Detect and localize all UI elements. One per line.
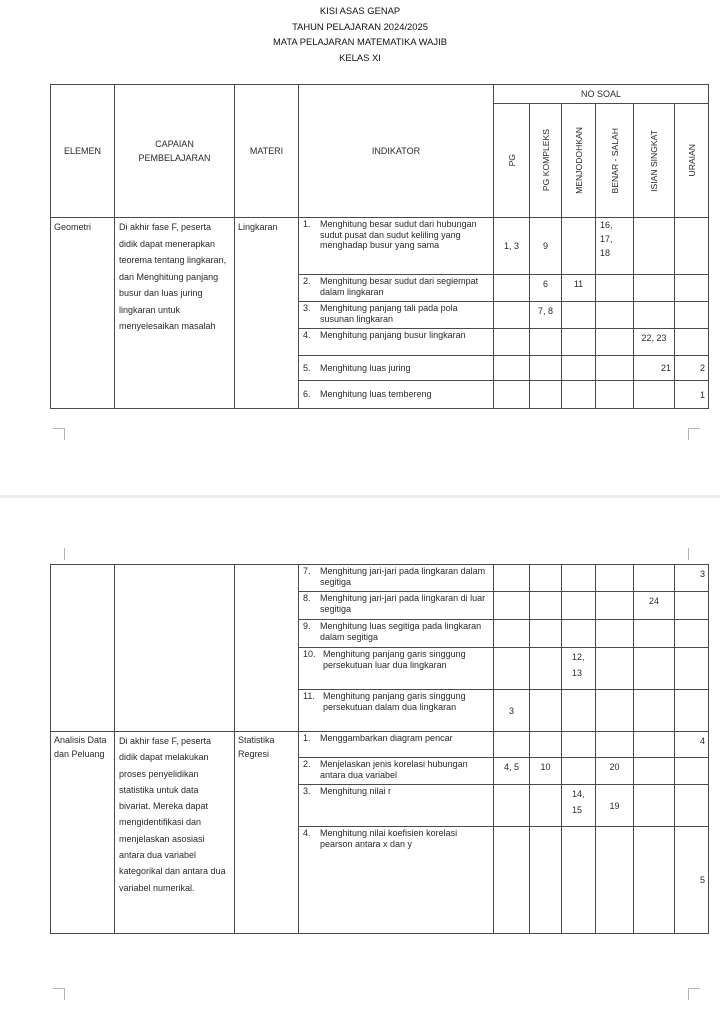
uraian-value: 4 xyxy=(675,732,709,758)
header-capaian: CAPAIAN PEMBELAJARAN xyxy=(115,85,235,218)
pg-value xyxy=(494,827,530,934)
title-line: MATA PELAJARAN MATEMATIKA WAJIB xyxy=(273,36,447,47)
isian-singkat-value xyxy=(634,648,675,690)
uraian-value xyxy=(675,648,709,690)
header-isian-singkat: ISIAN SINGKAT xyxy=(634,104,675,218)
menjodohkan-value: 14, 15 xyxy=(562,785,596,827)
pg-value xyxy=(494,565,530,592)
pg-kompleks-value xyxy=(530,592,562,620)
isian-singkat-value xyxy=(634,302,675,329)
crop-mark xyxy=(688,548,700,560)
pg-value xyxy=(494,620,530,648)
indikator-cell: 1. Menggambarkan diagram pencar xyxy=(299,732,494,758)
pg-value xyxy=(494,381,530,409)
header-uraian: URAIAN xyxy=(675,104,709,218)
benar-salah-value xyxy=(596,732,634,758)
menjodohkan-value xyxy=(562,620,596,648)
materi-cell-continued xyxy=(235,565,299,732)
pg-kompleks-value xyxy=(530,827,562,934)
elemen-cell: Analisis Data dan Peluang xyxy=(51,732,115,934)
benar-salah-value xyxy=(596,592,634,620)
menjodohkan-value xyxy=(562,565,596,592)
indikator-cell: 10. Menghitung panjang garis singgung persekutuan luar dua lingkaran xyxy=(299,648,494,690)
pg-value: 3 xyxy=(494,690,530,732)
benar-salah-value xyxy=(596,302,634,329)
uraian-value xyxy=(675,275,709,302)
benar-salah-value: 19 xyxy=(596,785,634,827)
isian-singkat-value xyxy=(634,827,675,934)
benar-salah-value xyxy=(596,565,634,592)
uraian-value: 2 xyxy=(675,356,709,381)
menjodohkan-value xyxy=(562,381,596,409)
header-no-soal: NO SOAL xyxy=(494,85,709,104)
isian-singkat-value xyxy=(634,381,675,409)
menjodohkan-value xyxy=(562,329,596,356)
kisi-table-part-1 xyxy=(50,84,709,409)
elemen-cell-continued xyxy=(51,565,115,732)
capaian-cell: Di akhir fase F, peserta didik dapat melakukan proses penyelidikan statistika untuk data bivariat. Mereka dapat mengidentifikasi dan menjelaskan asosiasi antara dua variabel kategorikal dan antara dua variabel numerikal. xyxy=(115,732,235,934)
pg-kompleks-value xyxy=(530,381,562,409)
benar-salah-value xyxy=(596,648,634,690)
uraian-value: 1 xyxy=(675,381,709,409)
indikator-cell: 1. Menghitung besar sudut dari hubungan sudut pusat dan sudut keliling yang menghadap busur yang sama xyxy=(299,218,494,275)
pg-kompleks-value xyxy=(530,620,562,648)
materi-cell: Lingkaran xyxy=(235,218,299,409)
benar-salah-value xyxy=(596,275,634,302)
benar-salah-value xyxy=(596,329,634,356)
isian-singkat-value xyxy=(634,758,675,785)
pg-kompleks-value: 7, 8 xyxy=(530,302,562,329)
isian-singkat-value: 21 xyxy=(634,356,675,381)
title-line: KISI ASAS GENAP xyxy=(319,5,401,16)
capaian-cell: Di akhir fase F, peserta didik dapat menerapkan teorema tentang lingkaran, dan Menghitung panjang busur dan luas juring lingkaran untuk menyelesaikan masalah xyxy=(115,218,235,409)
indikator-cell: 4. Menghitung nilai koefisien korelasi pearson antara x dan y xyxy=(299,827,494,934)
capaian-cell-continued xyxy=(115,565,235,732)
isian-singkat-value: 24 xyxy=(634,592,675,620)
indikator-cell: 5. Menghitung luas juring xyxy=(299,356,494,381)
indikator-cell: 2. Menghitung besar sudut dari segiempat dalam lingkaran xyxy=(299,275,494,302)
materi-cell: Statistika Regresi xyxy=(235,732,299,934)
document-page-1 xyxy=(0,0,720,495)
pg-kompleks-value xyxy=(530,648,562,690)
isian-singkat-value: 22, 23 xyxy=(634,329,675,356)
pg-value xyxy=(494,592,530,620)
indikator-cell: 8. Menghitung jari-jari pada lingkaran di luar segitiga xyxy=(299,592,494,620)
pg-kompleks-value: 10 xyxy=(530,758,562,785)
menjodohkan-value xyxy=(562,827,596,934)
crop-mark xyxy=(53,548,65,560)
indikator-cell: 3. Menghitung panjang tali pada pola susunan lingkaran xyxy=(299,302,494,329)
menjodohkan-value: 11 xyxy=(562,275,596,302)
uraian-value xyxy=(675,218,709,275)
isian-singkat-value xyxy=(634,690,675,732)
header-benar-salah: BENAR - SALAH xyxy=(596,104,634,218)
benar-salah-value xyxy=(596,620,634,648)
indikator-cell: 4. Menghitung panjang busur lingkaran xyxy=(299,329,494,356)
kisi-table-part-2 xyxy=(50,564,709,934)
document-page-2 xyxy=(0,498,720,1013)
uraian-value: 3 xyxy=(675,565,709,592)
menjodohkan-value xyxy=(562,356,596,381)
pg-value xyxy=(494,732,530,758)
isian-singkat-value xyxy=(634,785,675,827)
menjodohkan-value xyxy=(562,218,596,275)
menjodohkan-value xyxy=(562,592,596,620)
pg-kompleks-value: 6 xyxy=(530,275,562,302)
isian-singkat-value xyxy=(634,218,675,275)
pg-value xyxy=(494,648,530,690)
isian-singkat-value xyxy=(634,732,675,758)
header-menjodohkan: MENJODOHKAN xyxy=(562,104,596,218)
pg-kompleks-value xyxy=(530,690,562,732)
pg-value xyxy=(494,302,530,329)
crop-mark xyxy=(53,428,65,440)
uraian-value: 5 xyxy=(675,827,709,934)
menjodohkan-value xyxy=(562,758,596,785)
indikator-cell: 6. Menghitung luas tembereng xyxy=(299,381,494,409)
crop-mark xyxy=(53,988,65,1000)
pg-kompleks-value xyxy=(530,785,562,827)
menjodohkan-value xyxy=(562,732,596,758)
isian-singkat-value xyxy=(634,620,675,648)
benar-salah-value: 20 xyxy=(596,758,634,785)
indikator-cell: 3. Menghitung nilai r xyxy=(299,785,494,827)
uraian-value xyxy=(675,758,709,785)
crop-mark xyxy=(688,428,700,440)
uraian-value xyxy=(675,592,709,620)
benar-salah-value: 16, 17, 18 xyxy=(596,218,634,275)
pg-value: 4, 5 xyxy=(494,758,530,785)
isian-singkat-value xyxy=(634,565,675,592)
pg-value xyxy=(494,329,530,356)
menjodohkan-value xyxy=(562,302,596,329)
uraian-value xyxy=(675,620,709,648)
pg-value xyxy=(494,275,530,302)
pg-value xyxy=(494,356,530,381)
pg-kompleks-value xyxy=(530,329,562,356)
indikator-cell: 7. Menghitung jari-jari pada lingkaran dalam segitiga xyxy=(299,565,494,592)
uraian-value xyxy=(675,690,709,732)
uraian-value xyxy=(675,329,709,356)
pg-kompleks-value xyxy=(530,565,562,592)
header-materi: MATERI xyxy=(235,85,299,218)
benar-salah-value xyxy=(596,690,634,732)
header-indikator: INDIKATOR xyxy=(299,85,494,218)
menjodohkan-value: 12, 13 xyxy=(562,648,596,690)
benar-salah-value xyxy=(596,381,634,409)
header-pg: PG xyxy=(494,104,530,218)
pg-kompleks-value xyxy=(530,732,562,758)
header-pg-kompleks: PG KOMPLEKS xyxy=(530,104,562,218)
benar-salah-value xyxy=(596,356,634,381)
uraian-value xyxy=(675,302,709,329)
pg-kompleks-value xyxy=(530,356,562,381)
indikator-cell: 2. Menjelaskan jenis korelasi hubungan antara dua variabel xyxy=(299,758,494,785)
title-line: KELAS XI xyxy=(339,51,381,63)
indikator-cell: 9. Menghitung luas segitiga pada lingkaran dalam segitiga xyxy=(299,620,494,648)
isian-singkat-value xyxy=(634,275,675,302)
document-title xyxy=(0,3,720,65)
pg-value xyxy=(494,785,530,827)
benar-salah-value xyxy=(596,827,634,934)
elemen-cell: Geometri xyxy=(51,218,115,409)
title-line: TAHUN PELAJARAN 2024/2025 xyxy=(292,20,428,32)
pg-value: 1, 3 xyxy=(494,218,530,275)
indikator-cell: 11. Menghitung panjang garis singgung persekutuan dalam dua lingkaran xyxy=(299,690,494,732)
header-elemen: ELEMEN xyxy=(51,85,115,218)
crop-mark xyxy=(688,988,700,1000)
pg-kompleks-value: 9 xyxy=(530,218,562,275)
menjodohkan-value xyxy=(562,690,596,732)
uraian-value xyxy=(675,785,709,827)
